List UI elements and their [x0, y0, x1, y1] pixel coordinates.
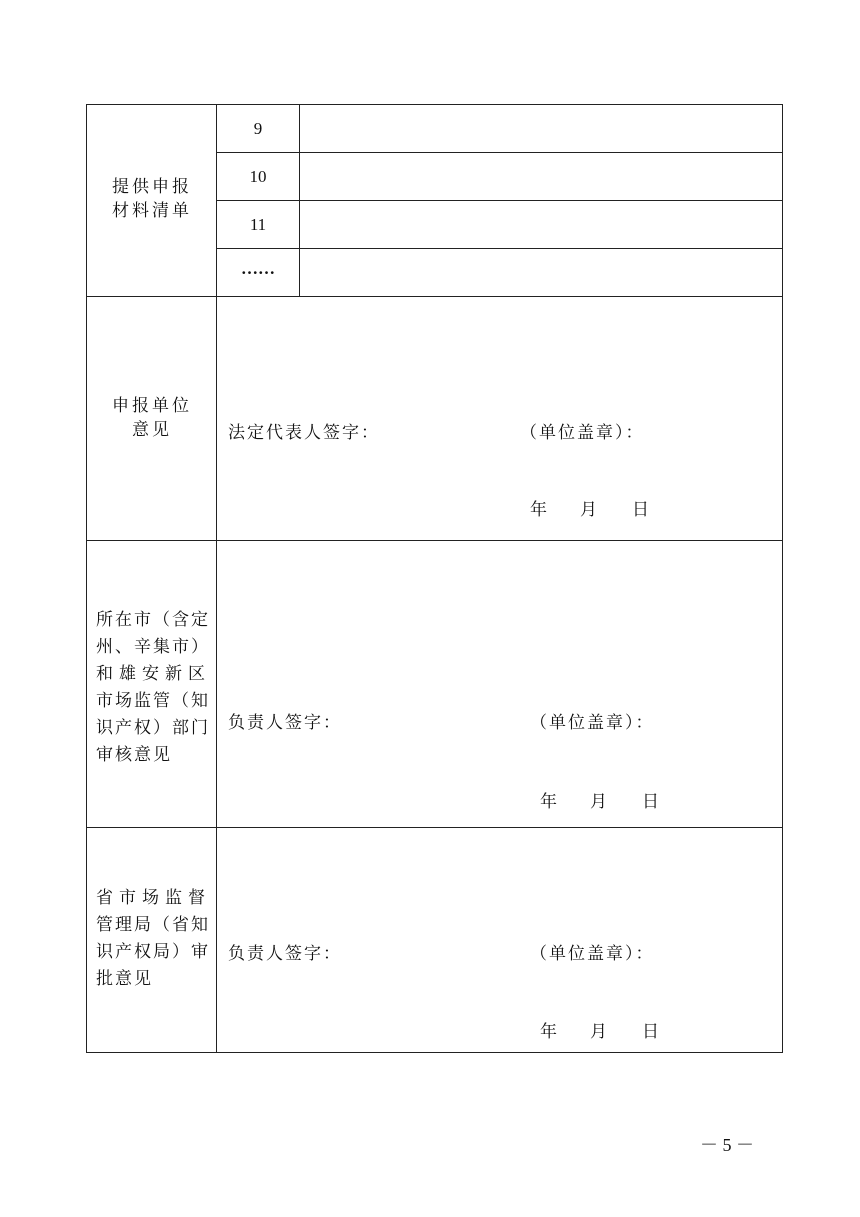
- table-border-bottom: [86, 1052, 783, 1053]
- section-divider: [86, 540, 783, 541]
- page-number: － 5 －: [700, 1135, 754, 1155]
- section-divider: [86, 827, 783, 828]
- table-border-left: [86, 104, 87, 1053]
- materials-label: 提供申报 材料清单: [112, 177, 192, 221]
- responsible-person-signature-label: 负责人签字：: [228, 944, 342, 964]
- date-year-label: 年: [530, 500, 547, 520]
- table-border-right: [782, 104, 783, 1053]
- unit-seal-label: （单位盖章）：: [520, 423, 645, 443]
- date-year-label: 年: [540, 1022, 557, 1042]
- date-day-label: 日: [642, 1022, 659, 1042]
- material-row-divider: [216, 152, 783, 153]
- date-month-label: 月: [590, 792, 607, 812]
- unit-seal-label: （单位盖章）：: [530, 944, 655, 964]
- date-day-label: 日: [642, 792, 659, 812]
- legal-representative-signature-label: 法定代表人签字：: [228, 423, 380, 443]
- material-item-number: 10: [249, 167, 267, 186]
- date-month-label: 月: [590, 1022, 607, 1042]
- province-approval-label: 省市场监督 管理局（省知 识产权局）审 批意见: [96, 888, 211, 989]
- responsible-person-signature-label: 负责人签字：: [228, 713, 342, 733]
- section-divider: [86, 296, 783, 297]
- date-month-label: 月: [580, 500, 597, 520]
- material-row-divider: [216, 248, 783, 249]
- material-item-ellipsis: ……: [241, 259, 275, 278]
- applicant-opinion-label: 申报单位 意见: [112, 396, 192, 440]
- date-year-label: 年: [540, 792, 557, 812]
- date-day-label: 日: [632, 500, 649, 520]
- material-row-divider: [216, 200, 783, 201]
- material-item-number: 9: [253, 119, 263, 138]
- unit-seal-label: （单位盖章）：: [530, 713, 655, 733]
- table-border-top: [86, 104, 783, 105]
- material-item-number: 11: [249, 215, 267, 234]
- city-review-label: 所在市（含定 州、辛集市） 和雄安新区 市场监管（知 识产权）部门 审核意见: [96, 610, 211, 765]
- table-column-divider: [216, 104, 217, 1053]
